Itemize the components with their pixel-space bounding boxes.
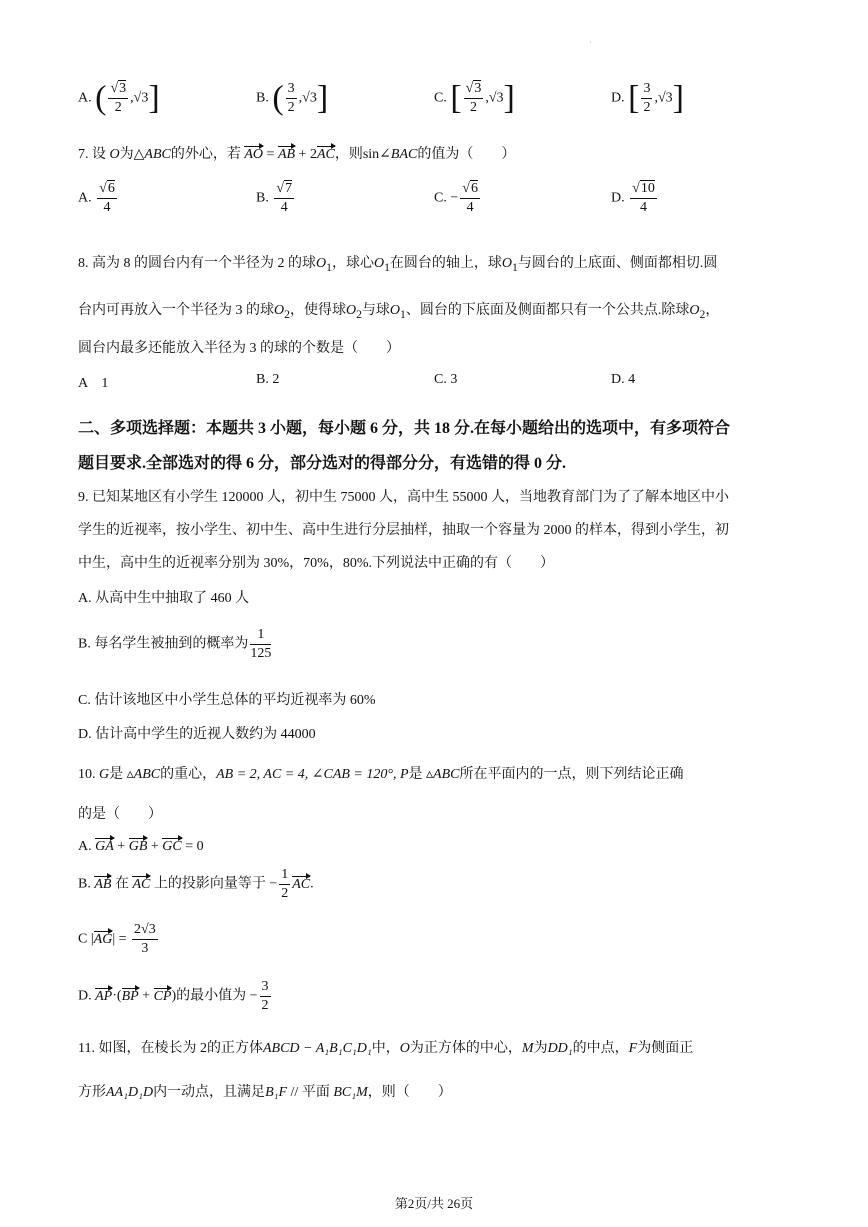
q7-option-a: A. $\frac{√6}{4}$ bbox=[78, 181, 115, 215]
q10-line-2: 的是（ ） bbox=[78, 807, 162, 822]
q11-line-2: 方形AA₁D₁D内一动点，且满足B₁F // 平面 BC₁M，则（ ） bbox=[78, 1085, 452, 1100]
q8-option-d: D. 4 bbox=[611, 372, 636, 387]
q10-option-b: B. AB 在 AC 上的投影向量等于 − $\frac{1}{2}$ AC. bbox=[78, 867, 314, 901]
q10-line-1: 10. G是 ▵ABC的重心，AB = 2, AC = 4, ∠CAB = 120°, P是 ▵ABC所在平面内的一点，则下列结论正确 bbox=[78, 767, 684, 782]
q7-stem: 7. 设 O为△ABC的外心，若 AO = AB + 2AC，则sin∠BAC的值为（ ） bbox=[78, 147, 516, 162]
corner-mark: · bbox=[589, 38, 592, 47]
q9-option-d: D. 估计高中学生的近视人数约为 44000 bbox=[78, 727, 316, 742]
q9-option-c: C. 估计该地区中小学生总体的平均近视率为 60% bbox=[78, 693, 376, 708]
q6-option-c: C. [ $\frac{√3}{2}$ ,√3] bbox=[434, 79, 515, 117]
q9-option-b: B. 每名学生被抽到的概率为 $\frac{1}{125}$ bbox=[78, 627, 272, 661]
q7-option-d: D. $\frac{√10}{4}$ bbox=[611, 181, 655, 215]
q9-line-1: 9. 已知某地区有小学生 120000 人，初中生 75000 人，高中生 55000 人，当地教育部门为了了解本地区中小 bbox=[78, 490, 729, 505]
q6-option-a: A. ( $\frac{√3}{2}$ ,√3] bbox=[78, 79, 160, 117]
q7-option-c: C. − $\frac{√6}{4}$ bbox=[434, 181, 478, 215]
q8-line-2: 台内可再放入一个半径为 3 的球$O_2$，使得球$O_2$与球$O_1$、圆台的下底面及侧面都只有一个公共点.除球$O_2$， bbox=[78, 303, 720, 321]
q10-option-c: C |AG| = $\frac{2√3}{3}$ bbox=[78, 922, 156, 956]
q8-option-a: A 1 bbox=[78, 376, 109, 391]
q8-option-b: B. 2 bbox=[256, 372, 280, 387]
q8-option-c: C. 3 bbox=[434, 372, 458, 387]
q10-option-d: D. AP·(BP + CP)的最小值为 − $\frac{3}{2}$ bbox=[78, 979, 269, 1013]
q9-option-a: A. 从高中生中抽取了 460 人 bbox=[78, 591, 250, 606]
section-2-heading-line-2: 题目要求.全部选对的得 6 分，部分选对的得部分分，有选错的得 0 分. bbox=[78, 455, 567, 472]
q6-option-b: B. ( $\frac{3}{2}$ ,√3] bbox=[256, 79, 329, 117]
q9-line-2: 学生的近视率，按小学生、初中生、高中生进行分层抽样，抽取一个容量为 2000 的样本，得到小学生，初 bbox=[78, 523, 729, 538]
q10-option-a: A. GA + GB + GC = 0 bbox=[78, 839, 204, 854]
q8-line-3: 圆台内最多还能放入半径为 3 的球的个数是（ ） bbox=[78, 341, 400, 356]
q7-option-b: B. $\frac{√7}{4}$ bbox=[256, 181, 293, 215]
q9-line-3: 中生，高中生的近视率分别为 30%，70%，80%.下列说法中正确的有（ ） bbox=[78, 556, 554, 571]
q8-line-1: 8. 高为 8 的圆台内有一个半径为 2 的球$O_1$，球心$O_1$在圆台的轴上，球$O_1$与圆台的上底面、侧面都相切.圆 bbox=[78, 256, 718, 274]
section-2-heading-line-1: 二、多项选择题：本题共 3 小题，每小题 6 分，共 18 分.在每小题给出的选项中，有多项符合 bbox=[78, 420, 731, 437]
q11-line-1: 11. 如图，在棱长为 2的正方体ABCD − A₁B₁C₁D₁中，O为正方体的中心，M为DD₁的中点，F为侧面正 bbox=[78, 1041, 694, 1056]
q6-option-d: D. [ $\frac{3}{2}$ ,√3] bbox=[611, 79, 684, 117]
page-footer: 第2页/共 26页 bbox=[394, 1196, 474, 1211]
